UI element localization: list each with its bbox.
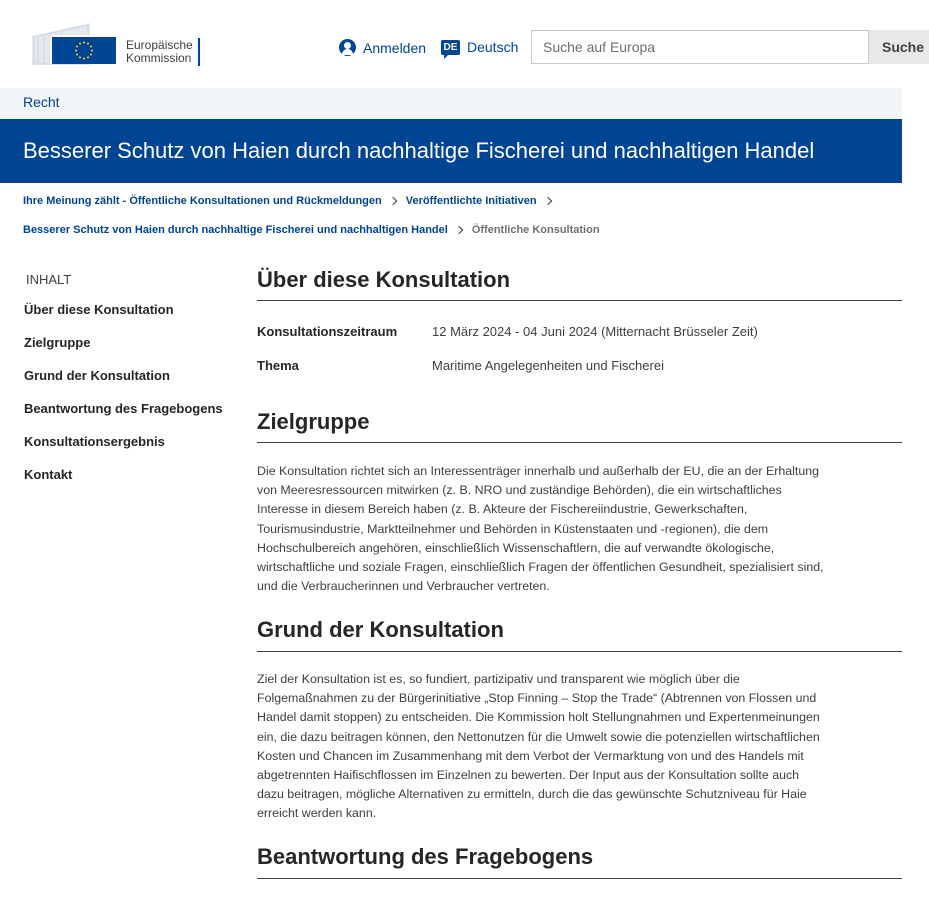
toc-item-reason[interactable]: Grund der Konsultation <box>24 368 170 383</box>
toc-item-about[interactable]: Über diese Konsultation <box>24 302 174 317</box>
section-heading-about: Über diese Konsultation <box>257 267 511 292</box>
section-heading-questionnaire: Beantwortung des Fragebogens <box>257 844 594 869</box>
section-heading-reason: Grund der Konsultation <box>257 617 504 642</box>
building-logo-icon <box>30 20 120 68</box>
logo-line-1: Europäische <box>126 38 193 52</box>
topic-label: Thema <box>257 358 299 373</box>
chevron-right-icon <box>455 226 463 234</box>
logo-line-2: Kommission <box>126 51 192 65</box>
european-commission-logo[interactable] <box>30 20 205 68</box>
site-navigation-bar <box>0 88 902 119</box>
period-label: Konsultationszeitraum <box>257 324 398 339</box>
toc-item-result[interactable]: Konsultationsergebnis <box>24 434 165 449</box>
toc-item-questionnaire[interactable]: Beantwortung des Fragebogens <box>24 401 223 416</box>
language-selector[interactable] <box>441 39 518 55</box>
language-label: Deutsch <box>467 39 519 55</box>
user-icon <box>339 39 356 56</box>
section-divider <box>257 878 902 879</box>
toc-heading: INHALT <box>26 272 72 287</box>
language-icon: DE <box>441 40 460 55</box>
breadcrumb-current: Öffentliche Konsultation <box>471 224 600 236</box>
page-title: Besserer Schutz von Haien durch nachhaltige Fischerei und nachhaltigen Handel <box>23 138 815 163</box>
logo-text <box>126 39 193 65</box>
target-group-text: Die Konsultation richtet sich an Interessenträger innerhalb und außerhalb der EU, die an der Erhaltung von Meeresressourcen mitwirken (z. B. NRO und zuständige Behörden), die ein wirtschaftliches Interesse in diesem Bereich haben (z. B. Akteure der Fischereiindustrie, Gewerkschaften, Tourismusindustrie, Marktteilnehmer und Behörden in Küstenstaaten und -regionen), die dem Hochschulbereich angehören, einschließlich Wissenschaftlern, die auf verwandte ökologische, wirtschaftliche und soziale Fragen, einschließlich Fragen der öffentlichen Gesundheit, spezialisiert sind, und die Verbraucherinnen und Verbraucher vertreten. <box>257 464 824 594</box>
toc-item-contact[interactable]: Kontakt <box>24 467 73 482</box>
section-divider <box>257 651 902 652</box>
search-button[interactable]: Suche <box>869 30 929 64</box>
toc-item-target-group[interactable]: Zielgruppe <box>24 335 91 350</box>
site-header <box>0 0 925 88</box>
breadcrumb-link-initiatives[interactable]: Veröffentlichte Initiativen <box>405 195 537 207</box>
login-link[interactable] <box>339 39 426 56</box>
breadcrumb-row-1 <box>23 195 561 207</box>
section-divider <box>257 300 902 301</box>
section-heading-target-group: Zielgruppe <box>257 409 370 434</box>
reason-text: Ziel der Konsultation ist es, so fundiert, partizipativ und transparent wie möglich über die Folgemaßnahmen zu der Bürgerinitiative „Stop Finning – Stop the Trade“ (Abtrennen von Flossen und Handel damit stoppen) zu entscheiden. Die Kommission holt Stellungnahmen und Expertenmeinungen ein, die dazu beitragen können, den Nettonutzen für die Umwelt sowie die potenziellen wirtschaftlichen Kosten und Chancen im Zusammenhang mit dem Verbot der Vermarktung von und des Handels mit abgetrennten Haifischflossen im Einzelnen zu bewerten. Der Input aus der Konsultation sollte auch dazu beitragen, mögliche Alternativen zu ermitteln, durch die das gewünschte Schutzniveau für Haie erreicht werden kann. <box>257 672 820 821</box>
search-input[interactable] <box>531 30 869 64</box>
chevron-right-icon <box>388 197 396 205</box>
logo-divider <box>198 38 200 66</box>
login-label: Anmelden <box>363 39 427 56</box>
breadcrumb-row-2 <box>23 224 600 236</box>
section-divider <box>257 442 902 443</box>
chevron-right-icon <box>543 197 551 205</box>
page-title-banner <box>0 119 902 183</box>
breadcrumb-link-consultations[interactable]: Ihre Meinung zählt - Öffentliche Konsultationen und Rückmeldungen <box>23 195 382 207</box>
section-link-recht[interactable]: Recht <box>23 94 60 110</box>
topic-value: Maritime Angelegenheiten und Fischerei <box>432 358 664 373</box>
period-value: 12 März 2024 - 04 Juni 2024 (Mitternacht Brüsseler Zeit) <box>432 324 758 339</box>
table-of-contents <box>24 272 234 500</box>
breadcrumb-link-initiative[interactable]: Besserer Schutz von Haien durch nachhaltige Fischerei und nachhaltigen Handel <box>23 224 448 236</box>
